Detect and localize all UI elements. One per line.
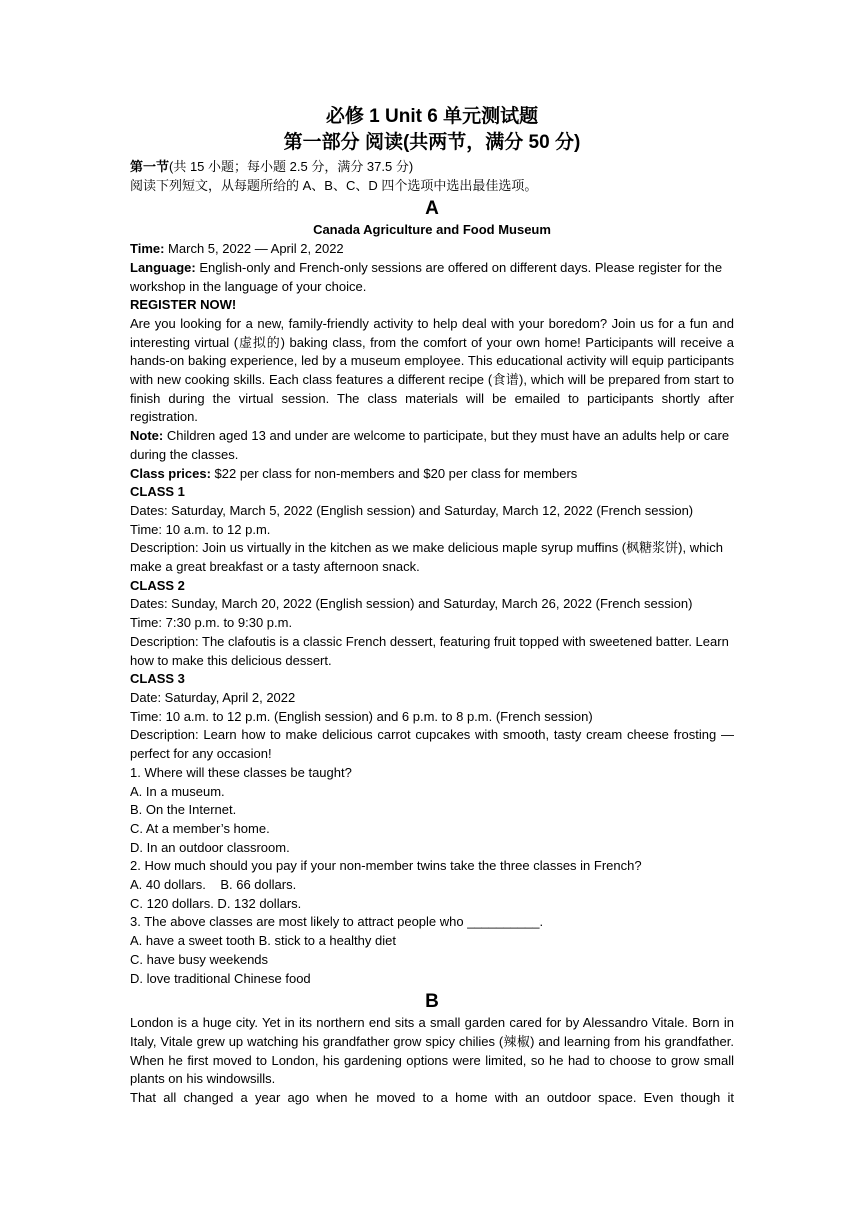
- class1-description: Description: Join us virtually in the kitchen as we make delicious maple syrup muffins (枫糖浆饼), which make a great breakfast or a tasty afternoon snack.: [130, 540, 723, 575]
- passage-b-para2: That all changed a year ago when he moved to a home with an outdoor space. Even though it: [130, 1090, 734, 1106]
- class3-date: Date: Saturday, April 2, 2022: [130, 689, 296, 705]
- question-option: C. have busy weekends: [130, 951, 269, 967]
- question-option: D. love traditional Chinese food: [130, 970, 311, 986]
- class2-description: Description: The clafoutis is a classic French dessert, featuring fruit topped with sweetened batter. Learn how to make this delicious dessert.: [130, 633, 729, 668]
- prices-label: Class prices:: [130, 465, 211, 481]
- language-value: English-only and French-only sessions are offered on different days. Please register for the workshop in the language of your choice.: [130, 259, 723, 294]
- time-line: [130, 240, 734, 259]
- question-option: D. In an outdoor classroom.: [130, 839, 290, 855]
- question-option: A. have a sweet tooth B. stick to a healthy diet: [130, 933, 396, 949]
- class1-dates: Dates: Saturday, March 5, 2022 (English session) and Saturday, March 12, 2022 (French session): [130, 502, 694, 518]
- class3-time: Time: 10 a.m. to 12 p.m. (English session) and 6 p.m. to 8 p.m. (French session): [130, 708, 593, 724]
- class2-heading: CLASS 2: [130, 577, 185, 593]
- note-value: Children aged 13 and under are welcome to participate, but they must have an adults help or care during the classes.: [130, 428, 730, 462]
- class1-heading: CLASS 1: [130, 484, 185, 500]
- question-stem: 3. The above classes are most likely to attract people who __________.: [130, 914, 544, 930]
- class2-time: Time: 7:30 p.m. to 9:30 p.m.: [130, 615, 293, 631]
- prices-value: $22 per class for non-members and $20 per class for members: [210, 465, 578, 481]
- document-title: 必修 1 Unit 6 单元测试题: [325, 106, 539, 127]
- section-scoring: (共 15 小题；每小题 2.5 分，满分 37.5 分): [169, 159, 414, 174]
- question-stem: 1. Where will these classes be taught?: [130, 764, 352, 780]
- class3-heading: CLASS 3: [130, 671, 185, 687]
- document-page: [130, 104, 734, 1108]
- section-instruction: 阅读下列短文，从每题所给的 A、B、C、D 四个选项中选出最佳选项。: [130, 177, 538, 193]
- class3-description: Description: Learn how to make delicious carrot cupcakes with smooth, tasty cream cheese frosting — perfect for any occasion!: [130, 727, 734, 762]
- note-label: Note:: [130, 428, 164, 444]
- question-option: C. 120 dollars. D. 132 dollars.: [130, 895, 302, 911]
- note-line: [130, 427, 734, 464]
- passage-b-para1: London is a huge city. Yet in its northern end sits a small garden cared for by Alessandro Vitale. Born in Italy, Vitale grew up watching his grandfather grow spicy chilies (辣椒) and learning from his grandfather. When he first moved to London, his gardening options were limited, so he had to choose to grow small plants on his windowsills.: [130, 1015, 734, 1087]
- passage-a-title: Canada Agriculture and Food Museum: [313, 222, 551, 238]
- language-line: [130, 259, 734, 296]
- passage-b-letter: B: [425, 991, 439, 1013]
- question-option: B. On the Internet.: [130, 802, 237, 818]
- class2-dates: Dates: Sunday, March 20, 2022 (English session) and Saturday, March 26, 2022 (French session): [130, 596, 693, 612]
- part-title: 第一部分 阅读(共两节，满分 50 分): [283, 132, 581, 153]
- time-label: Time:: [130, 241, 165, 257]
- question-option: C. At a member’s home.: [130, 820, 270, 836]
- question-option: A. In a museum.: [130, 783, 225, 799]
- language-label: Language:: [130, 259, 196, 275]
- question-stem: 2. How much should you pay if your non-member twins take the three classes in French?: [130, 858, 642, 874]
- question-option: A. 40 dollars. B. 66 dollars.: [130, 877, 297, 893]
- prices-line: [130, 465, 734, 484]
- section-label: 第一节: [130, 159, 170, 174]
- register-heading: REGISTER NOW!: [130, 297, 237, 313]
- passage-a-letter: A: [425, 198, 439, 220]
- passage-a-intro: Are you looking for a new, family-friendly activity to help deal with your boredom? Join us for a fun and interesting virtual (虚拟的) baking class, from the comfort of your own home! Participants will receive a hands-on baking experience, led by a museum employee. This educational activity will equip participants with new cooking skills. Each class features a different recipe (食谱), which will be prepared from start to finish during the virtual session. The class materials will be emailed to participants shortly after registration.: [130, 315, 734, 425]
- time-value: March 5, 2022 — April 2, 2022: [164, 241, 344, 257]
- section-info: [130, 158, 734, 177]
- class1-time: Time: 10 a.m. to 12 p.m.: [130, 521, 271, 537]
